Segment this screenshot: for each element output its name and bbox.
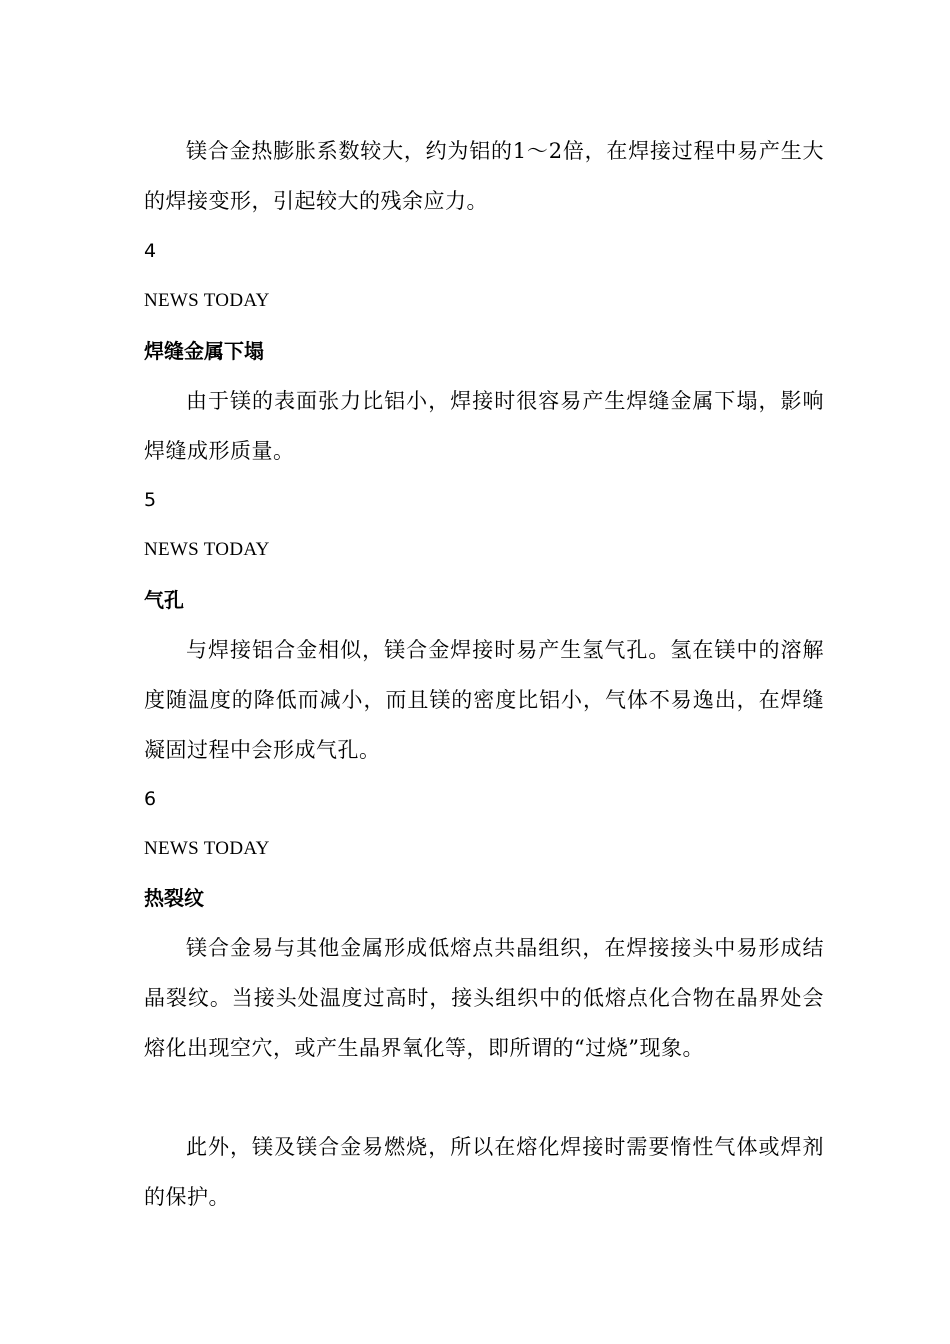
- paragraph-thermal-expansion: 镁合金热膨胀系数较大，约为铝的1～2倍，在焊接过程中易产生大的焊接变形，引起较大的残余应力。: [144, 139, 824, 213]
- paragraph-hot-crack: 镁合金易与其他金属形成低熔点共晶组织，在焊接接头中易形成结晶裂纹。当接头处温度过高时，接头组织中的低熔点化合物在晶界处会熔化出现空穴，或产生晶界氧化等，即所谓的“过烧”现象。: [144, 936, 824, 1060]
- news-today-label: NEWS TODAY: [144, 838, 270, 859]
- section-number: 4: [144, 240, 157, 262]
- section-heading-porosity: 气孔: [144, 588, 184, 612]
- section-number: 6: [144, 788, 157, 810]
- section-heading-weld-collapse: 焊缝金属下塌: [144, 339, 264, 363]
- news-today-label: NEWS TODAY: [144, 539, 270, 560]
- paragraph-weld-collapse: 由于镁的表面张力比铝小，焊接时很容易产生焊缝金属下塌，影响焊缝成形质量。: [144, 389, 824, 463]
- section-number: 5: [144, 489, 157, 511]
- section-heading-hot-crack: 热裂纹: [144, 886, 204, 910]
- paragraph-porosity: 与焊接铝合金相似，镁合金焊接时易产生氢气孔。氢在镁中的溶解度随温度的降低而减小，而且镁的密度比铝小，气体不易逸出，在焊缝凝固过程中会形成气孔。: [144, 638, 824, 762]
- paragraph-combustion: 此外，镁及镁合金易燃烧，所以在熔化焊接时需要惰性气体或焊剂的保护。: [144, 1135, 824, 1209]
- news-today-label: NEWS TODAY: [144, 290, 270, 311]
